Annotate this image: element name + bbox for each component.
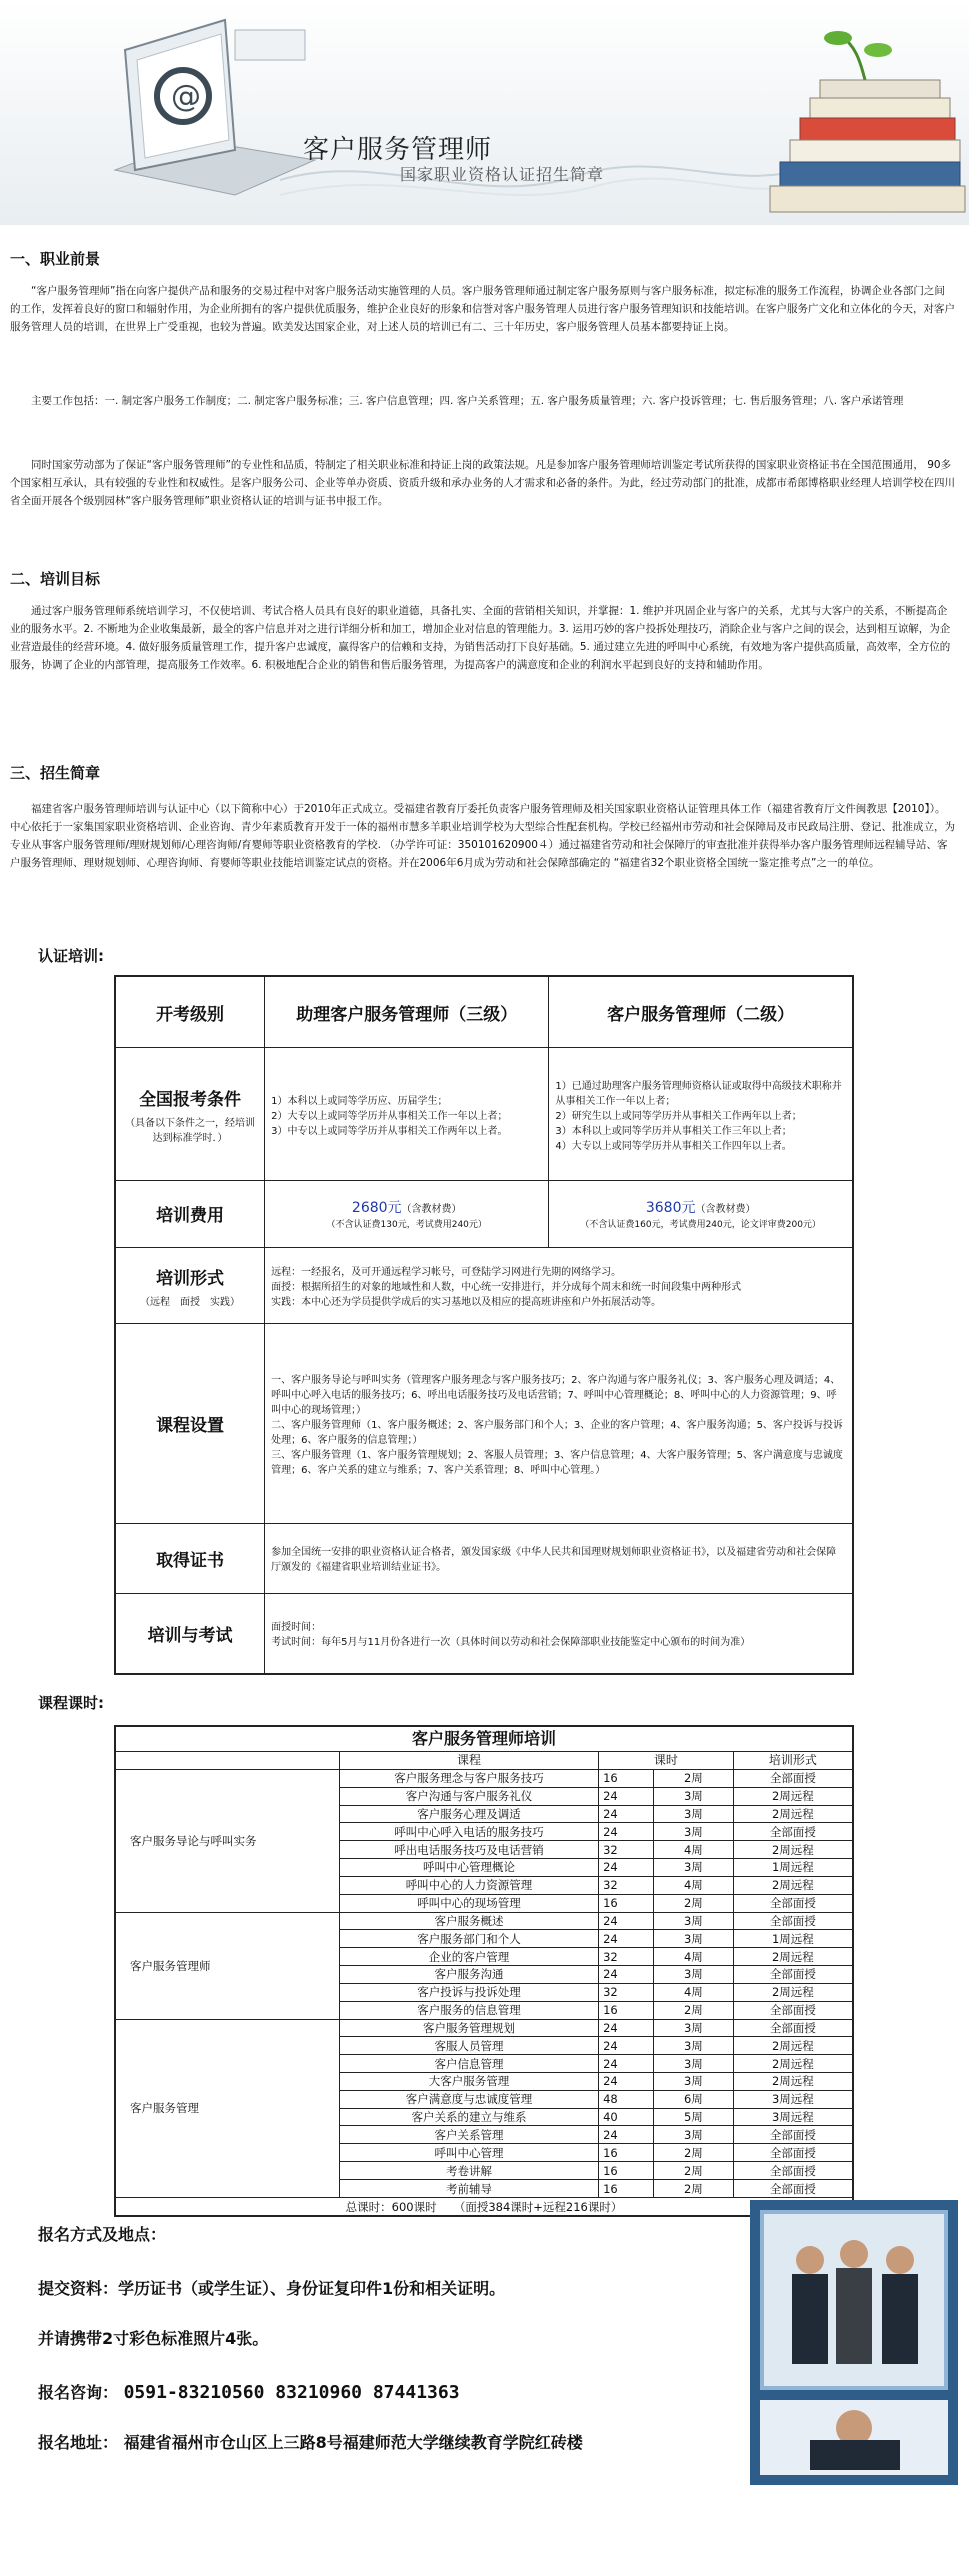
paragraph-goals: 通过客户服务管理师系统培训学习，不仅使培训、考试合格人员具有良好的职业道德，具备扎实、全面的营销相关知识，并掌握：1. 维护并巩固企业与客户的关系，尤其与大客户的关系，不断提高企业的服务水平。2. 不断地为企业收集最新，最全的客户信息并对之进行详细分析和加工，增加企业对信息的管理能力。3. 运用巧妙的客户投拆处理技巧，消除企业与客户之间的误会，达到相互谅解，为企业营造最佳的经营环境。4. 做好服务质量管理工作，提升客户忠诚度，赢得客户的信赖和支持，为销售活动打下良好基础。5. 通过建立先进的呼叫中心系统，有效地为客户提供高质量，高效率，全方位的服务，协调了企业的内部管理，提高服务工作效率。6. 积极地配合企业的销售和售后服务管理，为提高客户的满意度和企业的利润水平起到良好的支持和辅助作用。	[10, 605, 951, 671]
course-weeks: 2周	[653, 1894, 733, 1912]
course-hours-table	[114, 1725, 854, 2217]
course-hours: 24	[599, 1859, 654, 1877]
course-name: 客户服务沟通	[339, 1966, 598, 1984]
header-level-3: 助理客户服务管理师（三级）	[265, 976, 549, 1048]
address-text: 福建省福州市仓山区上三路8号福建师范大学继续教育学院红砖楼	[123, 2433, 583, 2452]
registration-phone	[38, 2380, 460, 2403]
course-hours: 48	[599, 2090, 654, 2108]
course-form: 2周远程	[733, 1787, 853, 1805]
course-name: 客户服务理念与客户服务技巧	[339, 1769, 598, 1787]
course-weeks: 3周	[653, 2037, 733, 2055]
cert-training-label: 认证培训:	[38, 947, 104, 965]
row-head-exam: 培训与考试	[115, 1593, 265, 1674]
course-weeks: 3周	[653, 2126, 733, 2144]
course-form: 3周远程	[733, 2090, 853, 2108]
course-name: 考卷讲解	[339, 2162, 598, 2180]
course-name: 客户关系的建立与维系	[339, 2108, 598, 2126]
course-name: 客户关系管理	[339, 2126, 598, 2144]
section-heading-admission: 三、招生简章	[10, 764, 101, 782]
course-name: 客户满意度与忠诚度管理	[339, 2090, 598, 2108]
course-hours: 24	[599, 1805, 654, 1823]
course-form: 1周远程	[733, 1930, 853, 1948]
course-hours: 16	[599, 2162, 654, 2180]
course-hours: 32	[599, 1841, 654, 1859]
course-weeks: 6周	[653, 2090, 733, 2108]
course-hours: 24	[599, 1787, 654, 1805]
course-weeks: 4周	[653, 1876, 733, 1894]
course-weeks: 3周	[653, 2019, 733, 2037]
course-form: 2周远程	[733, 1805, 853, 1823]
row-head-fees: 培训费用	[115, 1180, 265, 1247]
course-name: 呼叫中心的现场管理	[339, 1894, 598, 1912]
course-name: 客服人员管理	[339, 2037, 598, 2055]
course-name: 客户信息管理	[339, 2055, 598, 2073]
course-weeks: 3周	[653, 2055, 733, 2073]
course-weeks: 3周	[653, 1805, 733, 1823]
course-name: 呼叫中心管理概论	[339, 1859, 598, 1877]
course-name: 考前辅导	[339, 2179, 598, 2197]
course-form: 全部面授	[733, 2019, 853, 2037]
course-weeks: 3周	[653, 2072, 733, 2090]
course-form: 全部面授	[733, 2001, 853, 2019]
table-row	[115, 2019, 853, 2037]
course-name: 客户服务管理规划	[339, 2019, 598, 2037]
course-form: 全部面授	[733, 2126, 853, 2144]
page-title: 客户服务管理师	[303, 135, 493, 165]
business-people-photo-icon	[750, 2200, 958, 2485]
requirements-level-3: 1）本科以上或同等学历应、历届学生； 2）大专以上或同等学历并从事相关工作一年以上者； 3）中专以上或同等学历并从事相关工作两年以上者。	[265, 1048, 549, 1180]
course-name: 呼叫中心的人力资源管理	[339, 1876, 598, 1894]
course-hours: 24	[599, 2126, 654, 2144]
header-banner	[0, 0, 969, 225]
registration-photos: 并请携带2寸彩色标准照片4张。	[38, 2329, 269, 2348]
course-name: 呼出电话服务技巧及电话营销	[339, 1841, 598, 1859]
course-form: 全部面授	[733, 1966, 853, 1984]
fee-level-2-detail: （不含认证费160元，考试费用240元，论文评审费200元）	[580, 1220, 821, 1231]
page-subtitle: 国家职业资格认证招生简章	[400, 165, 605, 184]
registration-heading: 报名方式及地点：	[38, 2225, 167, 2244]
registration-docs: 提交资料：学历证书（或学生证）、身份证复印件1份和相关证明。	[38, 2279, 506, 2298]
svg-text:@: @	[171, 79, 201, 114]
course-form: 2周远程	[733, 1876, 853, 1894]
exam-text: 面授时间： 考试时间：每年5月与11月份各进行一次（具体时间以劳动和社会保障部职业技能鉴定中心颁布的时间为准）	[265, 1593, 853, 1674]
address-label: 报名地址：	[38, 2433, 119, 2452]
course-hours: 24	[599, 1912, 654, 1930]
fee-level-3-price: 2680元	[351, 1200, 402, 1217]
course-form: 2周远程	[733, 1841, 853, 1859]
course-hours: 24	[599, 1930, 654, 1948]
course-weeks: 5周	[653, 2108, 733, 2126]
course-group-name: 客户服务管理	[115, 2019, 339, 2198]
course-form: 全部面授	[733, 1894, 853, 1912]
fee-level-3: 2680元（含教材费） （不含认证费130元，考试费用240元）	[265, 1180, 549, 1247]
course-name: 客户服务部门和个人	[339, 1930, 598, 1948]
course-hours: 16	[599, 2001, 654, 2019]
course-hours: 40	[599, 2108, 654, 2126]
course-weeks: 2周	[653, 2001, 733, 2019]
section-heading-goals: 二、培训目标	[10, 570, 101, 588]
course-weeks: 3周	[653, 1823, 733, 1841]
course-hours: 24	[599, 2037, 654, 2055]
course-group-name: 客户服务导论与呼叫实务	[115, 1769, 339, 1912]
header-hours: 课时	[599, 1752, 734, 1770]
requirements-level-2: 1）已通过助理客户服务管理师资格认证或取得中高级技术职称并从事相关工作一年以上者； 2）研究生以上或同等学历并从事相关工作两年以上者； 3）本科以上或同等学历并从事相关工作三年以上者； 4）大专以上或同等学历并从事相关工作四年以上者。	[549, 1048, 853, 1180]
course-hours: 16	[599, 1769, 654, 1787]
course-hours: 32	[599, 1948, 654, 1966]
course-weeks: 3周	[653, 1787, 733, 1805]
header-form: 培训形式	[733, 1752, 853, 1770]
fee-level-3-detail: （不含认证费130元，考试费用240元）	[326, 1220, 487, 1231]
course-weeks: 3周	[653, 1966, 733, 1984]
course-form: 3周远程	[733, 2108, 853, 2126]
row-head-certificate: 取得证书	[115, 1524, 265, 1594]
course-weeks: 4周	[653, 1841, 733, 1859]
paragraph-admission: 福建省客户服务管理师培训与认证中心（以下简称中心）于2010年正式成立。受福建省教育厅委托负责客户服务管理师及相关国家职业资格认证管理具体工作（福建省教育厅文件闽教思【2010】）。 中心依托于一家集国家职业资格培训、企业咨询、青少年素质教育开发于一体的福州市慧多羊职业培训学校为大型综合性配套机构。学校已经福州市劳动和社会保障局及市民政局注册、登记、批准成立，为专业从事客户服务管理师/理财规划师/心理咨询师/育婴师等职业资格教育的学校. （办学许可证：350101620900４）通过福建省劳动和社会保障厅的审查批准并获得举办客户服务管理师远程辅导站、客户服务管理师、理财规划师、心理咨询师、育婴师等职业技能培训鉴定试点的资格。并在2006年6月成为劳动和社会保障部确定的 “福建省32个职业资格全国统一鉴定推考点”之一的单位。	[10, 803, 955, 869]
course-form: 全部面授	[733, 2144, 853, 2162]
course-form: 全部面授	[733, 2179, 853, 2197]
course-hours: 24	[599, 2019, 654, 2037]
training-format-text: 远程：一经报名，及可开通远程学习帐号，可登陆学习网进行先期的网络学习。 面授：根据所招生的对象的地域性和人数，中心统一安排进行，并分成每个周末和统一时间段集中两种形式 实践：本中心还为学员提供学成后的实习基地以及相应的提高班讲座和户外拓展活动等。	[265, 1248, 853, 1324]
fee-level-2-price: 3680元	[645, 1200, 696, 1217]
course-hours: 16	[599, 1894, 654, 1912]
course-weeks: 3周	[653, 1912, 733, 1930]
certification-table	[114, 975, 854, 1675]
course-form: 全部面授	[733, 1912, 853, 1930]
phone-number: 0591-83210560 83210960 87441363	[123, 2382, 460, 2403]
course-form: 2周远程	[733, 2055, 853, 2073]
course-weeks: 2周	[653, 1769, 733, 1787]
course-name: 客户服务的信息管理	[339, 2001, 598, 2019]
course-hours-label: 课程课时:	[38, 1694, 104, 1712]
course-hours: 24	[599, 1966, 654, 1984]
course-table-title: 客户服务管理师培训	[115, 1726, 853, 1752]
phone-label: 报名咨询：	[38, 2383, 119, 2402]
course-form: 2周远程	[733, 2037, 853, 2055]
course-form: 全部面授	[733, 2162, 853, 2180]
course-name: 客户服务概述	[339, 1912, 598, 1930]
certificate-text: 参加全国统一安排的职业资格认证合格者，颁发国家级《中华人民共和国理财规划师职业资格证书》，以及福建省劳动和社会保障厅颁发的《福建省职业培训结业证书》。	[265, 1524, 853, 1594]
section-heading-career: 一、职业前景	[10, 250, 101, 268]
paragraph-career-intro: “客户服务管理师”指在向客户提供产品和服务的交易过程中对客户服务活动实施管理的人员。客户服务管理师通过制定客户服务原则与客户服务标准，拟定标准的服务工作流程，协调企业各部门之间的工作，发挥着良好的窗口和辐射作用，为企业所拥有的客户提供优质服务，维护企业良好的形象和信誉对客户服务管理人员进行客户服务管理知识和技能培训。在客户服务广文化和立体化的今天，对客户服务管理人员的培训，在世界上广受重视，也较为普遍。欧美发达国家企业，对上述人员的培训已有二、三十年历史，客户服务管理人员基本都要持证上岗。	[10, 285, 955, 333]
header-level-2: 客户服务管理师（二级）	[549, 976, 853, 1048]
course-weeks: 4周	[653, 1983, 733, 2001]
paragraph-career-duties: 主要工作包括：一. 制定客户服务工作制度；二. 制定客户服务标准；三. 客户信息管理；四. 客户关系管理；五. 客户服务质量管理；六. 客户投诉管理；七. 售后服务管理；八. 客户承诺管理	[31, 395, 904, 407]
table-row	[115, 1769, 853, 1787]
course-name: 客户服务心理及调适	[339, 1805, 598, 1823]
course-form: 2周远程	[733, 1983, 853, 2001]
row-head-requirements: 全国报考条件 （具备以下条件之一，经培训达到标准学时．）	[115, 1048, 265, 1180]
course-hours: 32	[599, 1983, 654, 2001]
total-hours: 总课时：600课时 （面授384课时+远程216课时）	[115, 2198, 853, 2216]
header-course: 课程	[339, 1752, 598, 1770]
course-form: 2周远程	[733, 2072, 853, 2090]
row-head-curriculum: 课程设置	[115, 1324, 265, 1524]
course-name: 客户沟通与客户服务礼仪	[339, 1787, 598, 1805]
row-head-format: 培训形式 （远程 面授 实践）	[115, 1248, 265, 1324]
course-hours: 16	[599, 2144, 654, 2162]
course-weeks: 2周	[653, 2144, 733, 2162]
curriculum-text: 一、客户服务导论与呼叫实务（管理客户服务理念与客户服务技巧；2、客户沟通与客户服务礼仪；3、客户服务心理及调适；4、呼叫中心呼入电话的服务技巧；6、呼出电话服务技巧及电话营销；7、呼叫中心管理概论；8、呼叫中心的人力资源管理；9、呼叫中心的现场管理；） 二、客户服务管理师（1、客户服务概述；2、客户服务部门和个人；3、企业的客户管理；4、客户服务沟通；5、客户投诉与投诉处理；6、客户服务的信息管理；） 三、客户服务管理（1、客户服务管理规划；2、客服人员管理；3、客户信息管理；4、大客户服务管理；5、客户满意度与忠诚度管理；6、客户关系的建立与维系；7、客户关系管理；8、呼叫中心管理。）	[265, 1324, 853, 1524]
course-form: 全部面授	[733, 1769, 853, 1787]
course-name: 大客户服务管理	[339, 2072, 598, 2090]
course-name: 企业的客户管理	[339, 1948, 598, 1966]
course-weeks: 3周	[653, 1859, 733, 1877]
fee-level-2: 3680元（含教材费） （不含认证费160元，考试费用240元，论文评审费200元）	[549, 1180, 853, 1247]
course-form: 2周远程	[733, 1948, 853, 1966]
course-name: 呼叫中心呼入电话的服务技巧	[339, 1823, 598, 1841]
paragraph-career-policy: 同时国家劳动部为了保证“客户服务管理师”的专业性和品质，特制定了相关职业标准和持证上岗的政策法规。凡是参加客户服务管理师培训鉴定考试所获得的国家职业资格证书在全国范围通用， 90多个国家相互承认，具有较强的专业性和权威性。是客户服务公司、企业等单办资质、资质升级和承办业务的人才需求和必备的条件。为此，经过劳动部门的批准，成都市希郎博格职业经理人培训学校在四川省全面开展各个级别园林“客户服务管理师”职业资格认证的培训与证书申报工作。	[10, 459, 955, 507]
course-hours: 24	[599, 2055, 654, 2073]
course-group-name: 客户服务管理师	[115, 1912, 339, 2019]
course-hours: 24	[599, 2072, 654, 2090]
course-name: 呼叫中心管理	[339, 2144, 598, 2162]
header-exam-level: 开考级别	[115, 976, 265, 1048]
course-weeks: 3周	[653, 1930, 733, 1948]
books-plant-illustration-icon	[760, 20, 969, 225]
course-form: 1周远程	[733, 1859, 853, 1877]
course-weeks: 4周	[653, 1948, 733, 1966]
course-hours: 32	[599, 1876, 654, 1894]
registration-address	[38, 2430, 583, 2453]
table-row	[115, 1912, 853, 1930]
course-hours: 16	[599, 2179, 654, 2197]
course-name: 客户投诉与投诉处理	[339, 1983, 598, 2001]
course-weeks: 2周	[653, 2179, 733, 2197]
course-weeks: 2周	[653, 2162, 733, 2180]
course-form: 全部面授	[733, 1823, 853, 1841]
course-hours: 24	[599, 1823, 654, 1841]
